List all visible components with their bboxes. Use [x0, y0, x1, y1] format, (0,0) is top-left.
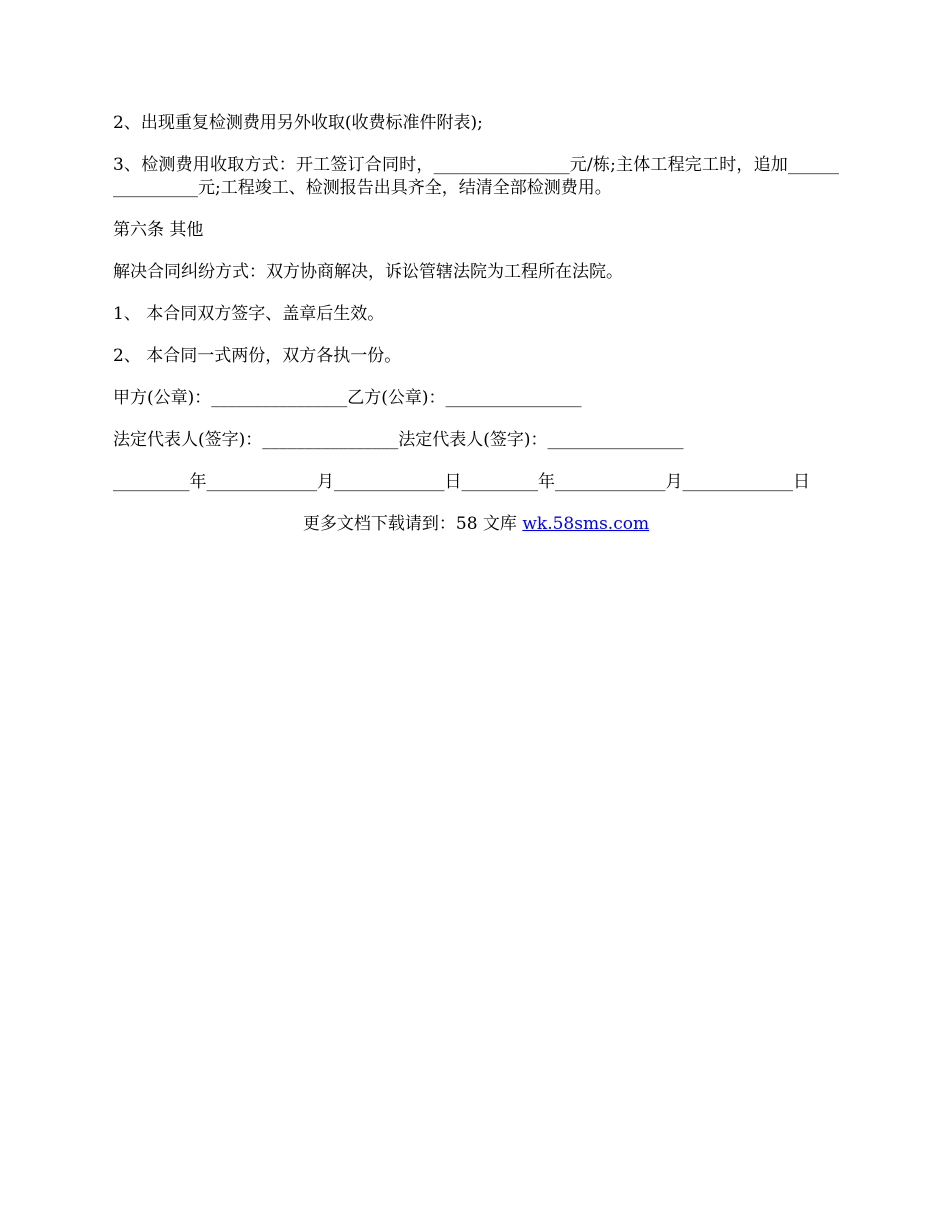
footer-download-note — [113, 513, 839, 536]
clause-effective: 1、 本合同双方签字、盖章后生效。 — [113, 304, 385, 324]
clause-repeat-fee: 2、出现重复检测费用另外收取(收费标准件附表); — [113, 113, 483, 133]
footer-link[interactable]: wk.58sms.com — [522, 514, 650, 534]
legal-rep-signature-line: 法定代表人(签字)：________________法定代表人(签字)：________________ — [113, 430, 684, 450]
date-line: _________年_____________月_____________日_________年_____________月_____________日 — [113, 472, 810, 492]
clause-fee-payment: 3、检测费用收取方式：开工签订合同时，________________元/栋;主体工程完工时，追加________________元;工程竣工、检测报告出具齐全，结清全部检测费用。 — [113, 155, 839, 198]
document-page — [113, 112, 839, 536]
clause-copies: 2、 本合同一式两份，双方各执一份。 — [113, 346, 402, 366]
footer-text: 更多文档下载请到：58 文库 — [302, 514, 523, 534]
party-seals-line: 甲方(公章)：________________乙方(公章)：________________ — [113, 388, 582, 408]
article-six-heading: 第六条 其他 — [113, 220, 204, 240]
dispute-resolution: 解决合同纠纷方式：双方协商解决，诉讼管辖法院为工程所在法院。 — [113, 262, 623, 282]
